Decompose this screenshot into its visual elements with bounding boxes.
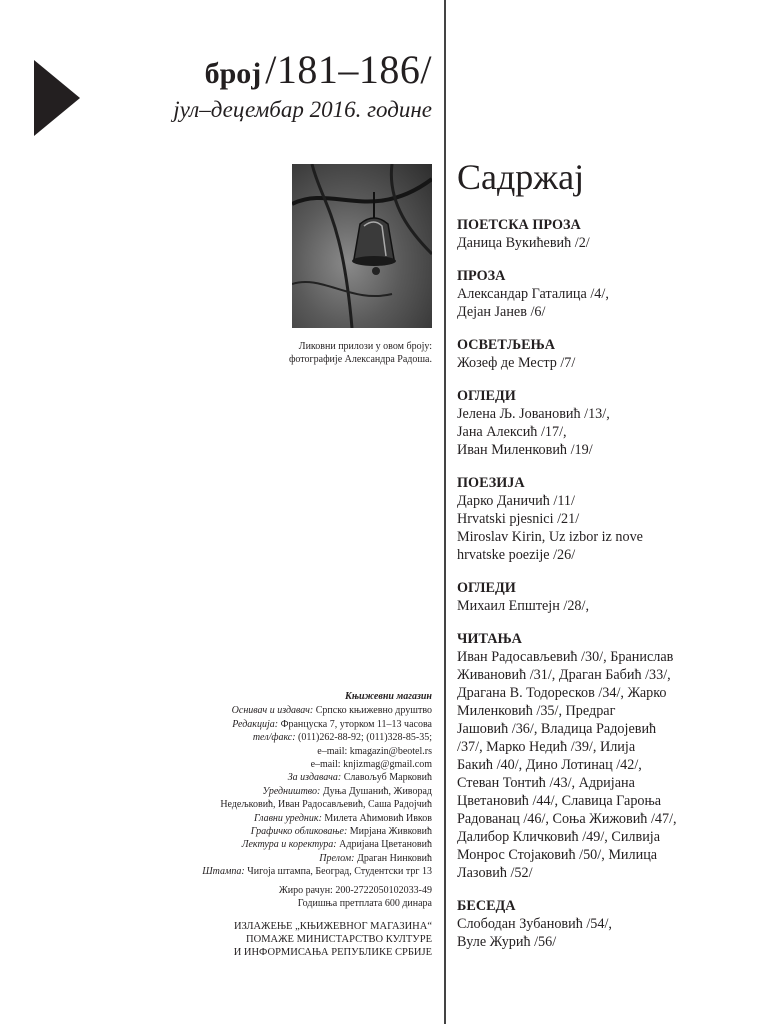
photo-caption [289,340,432,366]
caption-line: Ликовни прилози у овом броју: [298,341,432,352]
toc-section-heading: ЧИТАЊА [457,631,522,647]
imprint-row: e–mail: knjizmag@gmail.com [310,759,432,771]
toc-entry: Стеван Тонтић /43/, Адријана [457,775,635,791]
toc-entry: Вуле Журић /56/ [457,934,557,950]
toc-section [457,474,757,564]
caption-line: фотографије Александра Радоша. [288,354,432,365]
toc-entry: /37/, Марко Недић /39/, Илија [457,739,636,755]
imprint-row: Редакција: Француска 7, уторком 11–13 часова [232,718,432,730]
toc-entry: Јашовић /36/, Владица Радојевић [457,721,657,737]
toc-entry: Miroslav Kirin, Uz izbor iz nove [457,529,643,545]
toc-section-heading: БЕСЕДА [457,898,516,914]
notice-line: И ИНФОРМИСАЊА РЕПУБЛИКЕ СРБИЈЕ [233,946,432,958]
notice-line: ПОМАЖЕ МИНИСТАРСТВО КУЛТУРЕ [246,933,432,945]
toc-entry: Дарко Даничић /11/ [457,493,575,509]
toc-section [457,579,757,615]
toc-section-heading: ОСВЕТЉЕЊА [457,337,555,353]
magazine-name: Књижевни магазин [345,691,432,702]
toc-entry: Монрос Стојаковић /50/, Милица [457,847,658,863]
toc-entry: Жозеф де Местр /7/ [457,355,576,371]
toc-section-heading: ПРОЗА [457,268,506,284]
toc-entry: Јелена Љ. Јовановић /13/, [457,406,610,422]
imprint-row: тел/факс: (011)262-88-92; (011)328-85-35; [252,732,432,744]
imprint-row: Графичко обликовање: Мирјана Живковић [250,826,432,838]
toc-entry: Hrvatski pjesnici /21/ [457,511,580,527]
imprint-block [202,690,432,959]
issue-word: број [204,57,262,90]
toc-entry: Михаил Епштејн /28/, [457,598,590,614]
toc-entry: Слободан Зубановић /54/, [457,916,612,932]
imprint-row: Уредништво: Дуња Душанић, Живорад [262,785,432,797]
toc-section [457,336,757,372]
account-line: Жиро рачун: 200-2722050102033-49 [278,884,432,896]
imprint-row: Штампа: Чигоја штампа, Београд, Студентски трг 13 [202,866,432,878]
ministry-notice [202,920,432,959]
toc-entry: Лазовић /52/ [457,865,533,881]
imprint-row: Оснивач и издавач: Српско књижевно друштво [231,705,432,717]
column-divider [444,0,446,1024]
toc-section-heading: ОГЛЕДИ [457,580,516,596]
toc-section [457,897,757,951]
imprint-row: Лектура и коректура: Адријана Цветановић [241,839,432,851]
toc-entry: Иван Миленковић /19/ [457,442,593,458]
toc-section [457,387,757,459]
toc-entry: Радованац /46/, Соња Жижовић /47/, [457,811,677,827]
toc-entry: Миленковић /35/, Предраг [457,703,616,719]
imprint-row: Главни уредник: Милета Аћимовић Ивков [253,812,432,824]
imprint-row: Недељковић, Иван Радосављевић, Саша Радојчић [220,799,432,811]
imprint-row: За издавача: Славољуб Марковић [287,772,432,784]
toc-entry: Далибор Кличковић /49/, Силвија [457,829,661,845]
notice-line: ИЗЛАЖЕЊЕ „КЊИЖЕВНОГ МАГАЗИНА“ [233,920,432,932]
toc-section [457,630,757,882]
bell-photo [292,164,432,328]
toc-section [457,267,757,321]
toc-section-heading: ОГЛЕДИ [457,388,516,404]
table-of-contents [457,216,757,966]
toc-entry: Цветановић /44/, Славица Гароња [457,793,662,809]
issue-number: /181–186/ [265,47,432,92]
play-triangle-icon [34,60,80,136]
toc-entry: Драгана В. Тодоресков /34/, Жарко [457,685,667,701]
toc-section [457,216,757,252]
toc-section-heading: ПОЕТСКА ПРОЗА [457,217,581,233]
toc-entry: Бакић /40/, Дино Лотинац /42/, [457,757,642,773]
toc-title: Садржај [457,157,585,197]
toc-entry: Живановић /31/, Драган Бабић /33/, [457,667,671,683]
toc-entry: hrvatske poezije /26/ [457,547,576,563]
subscription-line: Годишња претплата 600 динара [297,898,432,910]
bell-icon [292,164,432,328]
toc-entry: Јана Алексић /17/, [457,424,567,440]
imprint-row: Прелом: Драган Нинковић [319,852,432,864]
toc-entry: Даница Вукићевић /2/ [457,235,590,251]
issue-heading [205,46,432,93]
imprint-row: e–mail: kmagazin@beotel.rs [317,745,432,757]
toc-entry: Александар Гаталица /4/, [457,286,609,302]
toc-section-heading: ПОЕЗИЈА [457,475,525,491]
issue-period: јул–децембар 2016. године [173,97,432,122]
toc-entry: Иван Радосављевић /30/, Бранислав [457,649,674,665]
toc-entry: Дејан Јанев /6/ [457,304,546,320]
